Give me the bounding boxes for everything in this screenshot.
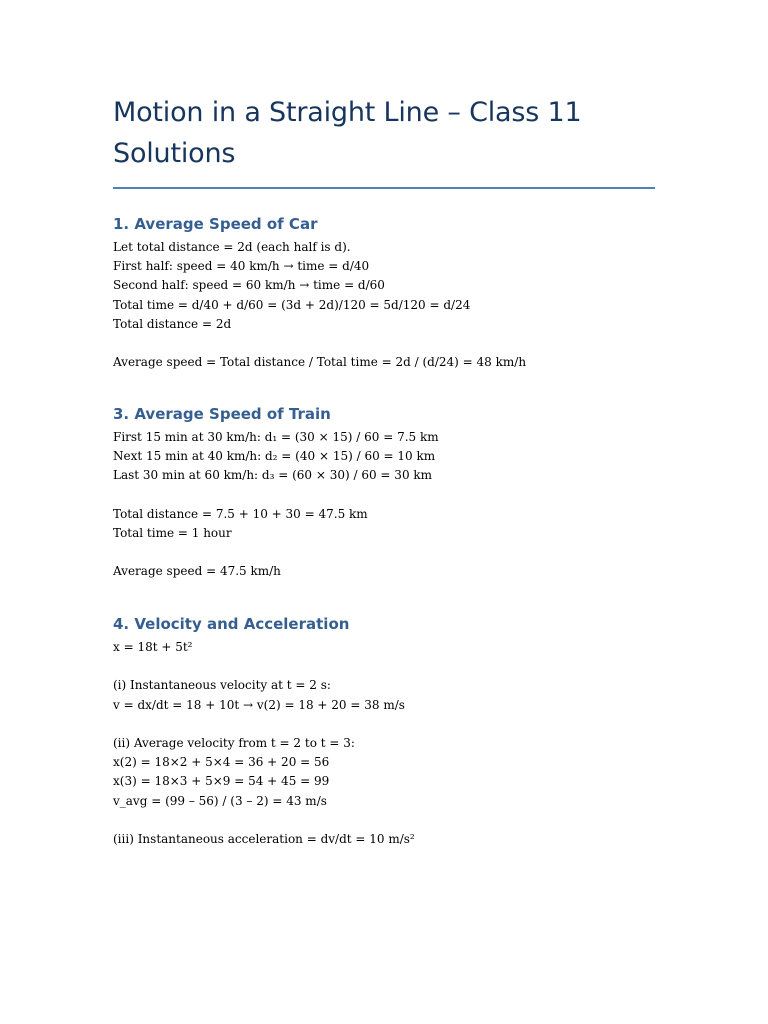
text-line: (ii) Average velocity from t = 2 to t = 3:	[113, 735, 355, 750]
text-line: v_avg = (99 – 56) / (3 – 2) = 43 m/s	[113, 793, 327, 808]
text-line: Average speed = 47.5 km/h	[113, 564, 281, 579]
section-heading: 1. Average Speed of Car	[113, 215, 318, 233]
text-line: Let total distance = 2d (each half is d).	[113, 240, 351, 254]
text-line: (i) Instantaneous velocity at t = 2 s:	[113, 678, 331, 693]
section-heading: 4. Velocity and Acceleration	[113, 615, 350, 633]
title-line-1: Motion in a Straight Line – Class 11	[113, 97, 582, 128]
text-line: Next 15 min at 40 km/h: d₂ = (40 × 15) / 60 = 10 km	[113, 449, 436, 464]
blank-line	[113, 486, 655, 505]
document-page	[113, 92, 655, 846]
title-divider	[113, 187, 655, 189]
text-line: x(2) = 18×2 + 5×4 = 36 + 20 = 56	[113, 755, 330, 770]
text-line: Total time = d/40 + d/60 = (3d + 2d)/120 = 5d/120 = d/24	[113, 297, 471, 312]
text-line: First 15 min at 30 km/h: d₁ = (30 × 15) / 60 = 7.5 km	[113, 430, 439, 444]
text-line: First half: speed = 40 km/h → time = d/40	[113, 259, 370, 274]
blank-line	[113, 715, 655, 734]
section-average-speed-car	[113, 214, 655, 372]
blank-line	[113, 811, 655, 830]
text-line: Total distance = 2d	[113, 316, 232, 331]
blank-line	[113, 657, 655, 676]
title-line-2: Solutions	[113, 138, 236, 169]
blank-line	[113, 543, 655, 562]
text-line: v = dx/dt = 18 + 10t → v(2) = 18 + 20 = 38 m/s	[113, 697, 405, 712]
text-line: Total time = 1 hour	[113, 526, 232, 540]
text-line: Last 30 min at 60 km/h: d₃ = (60 × 30) / 60 = 30 km	[113, 468, 433, 483]
text-line: Total distance = 7.5 + 10 + 30 = 47.5 km	[113, 506, 368, 521]
text-line: (iii) Instantaneous acceleration = dv/dt = 10 m/s²	[113, 831, 415, 846]
section-heading: 3. Average Speed of Train	[113, 405, 331, 423]
document-title	[113, 92, 655, 174]
text-line: x(3) = 18×3 + 5×9 = 54 + 45 = 99	[113, 774, 330, 789]
text-line: Average speed = Total distance / Total time = 2d / (d/24) = 48 km/h	[113, 355, 527, 370]
blank-line	[113, 334, 655, 353]
text-line: Second half: speed = 60 km/h → time = d/60	[113, 278, 385, 293]
section-velocity-acceleration	[113, 614, 655, 849]
text-line: x = 18t + 5t²	[113, 640, 193, 654]
section-average-speed-train	[113, 404, 655, 582]
